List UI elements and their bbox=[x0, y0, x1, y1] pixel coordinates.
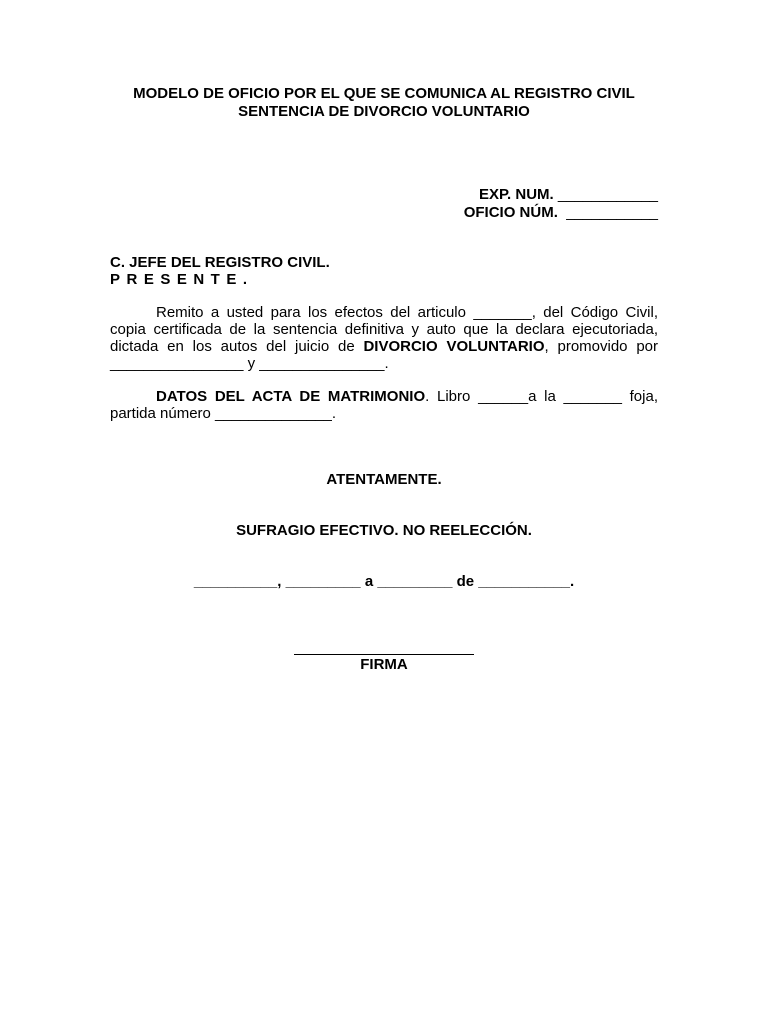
paragraph-1-text-b: , promovido por ________________ y _______________. bbox=[110, 338, 658, 372]
exp-num-line bbox=[464, 186, 658, 204]
title-line-1: MODELO DE OFICIO POR EL QUE SE COMUNICA AL REGISTRO CIVIL bbox=[133, 85, 635, 102]
addressee-presente: PRESENTE. bbox=[110, 271, 254, 288]
paragraph-1-text-a: Remito a usted para los efectos del articulo _______, del Código Civil, copia certificada de la sentencia definitiva y auto que la declara ejecutoriada, dictada en los autos del juicio de bbox=[110, 304, 658, 355]
closing-sufragio: SUFRAGIO EFECTIVO. NO REELECCIÓN. bbox=[236, 522, 532, 539]
body-paragraph-1 bbox=[110, 304, 658, 372]
oficio-num-line bbox=[464, 204, 658, 222]
paragraph-2-text: . Libro ______a la _______ foja, partida número ______________. bbox=[110, 388, 658, 422]
body-paragraph-2 bbox=[110, 388, 658, 422]
title-line-2: SENTENCIA DE DIVORCIO VOLUNTARIO bbox=[238, 103, 530, 120]
paragraph-1-bold: DIVORCIO VOLUNTARIO bbox=[363, 338, 545, 355]
file-reference bbox=[464, 186, 658, 222]
exp-num-label: EXP. NUM. bbox=[478, 186, 554, 203]
document-page bbox=[110, 0, 658, 1024]
addressee-name: C. JEFE DEL REGISTRO CIVIL. bbox=[110, 254, 330, 271]
closing-atentamente: ATENTAMENTE. bbox=[326, 471, 442, 488]
paragraph-2-bold: DATOS DEL ACTA DE MATRIMONIO bbox=[156, 388, 426, 405]
exp-num-blank: ____________ bbox=[557, 186, 658, 203]
oficio-num-label: OFICIO NÚM. bbox=[463, 204, 558, 221]
date-place-line: __________, _________ a _________ de ___________. bbox=[193, 573, 575, 590]
signature-label: FIRMA bbox=[360, 656, 408, 673]
signature-line bbox=[294, 654, 474, 655]
oficio-num-blank: ___________ bbox=[566, 204, 658, 221]
addressee-block bbox=[110, 254, 330, 288]
document-title bbox=[110, 85, 658, 121]
